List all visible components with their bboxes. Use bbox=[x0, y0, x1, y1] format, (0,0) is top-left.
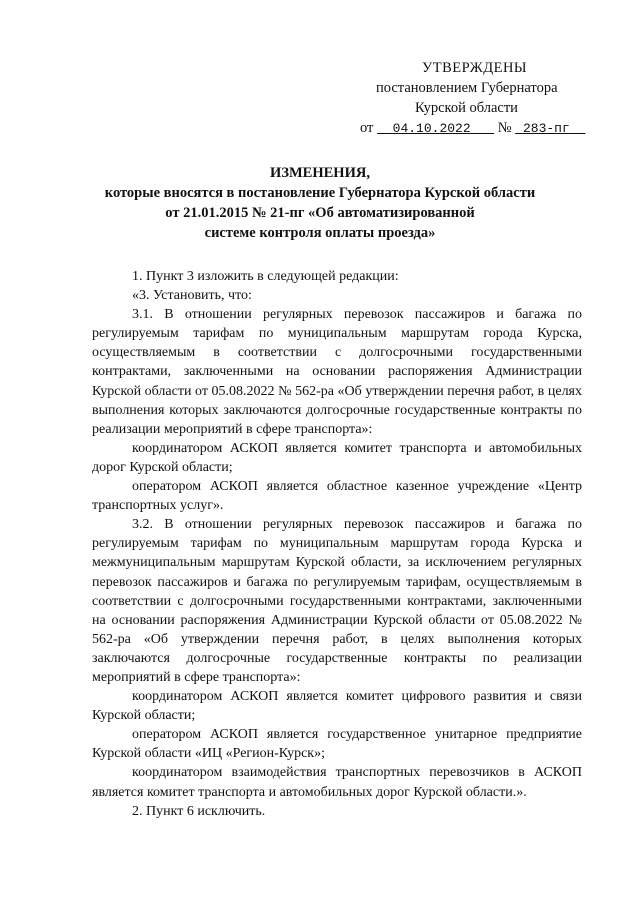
paragraph-2: «3. Установить, что: bbox=[132, 288, 252, 304]
approval-title: УТВЕРЖДЕНЫ bbox=[422, 60, 528, 76]
document-body bbox=[92, 267, 582, 821]
heading-line-3: от 21.01.2015 № 21-пг «Об автоматизированной bbox=[165, 205, 475, 221]
approval-date-line bbox=[360, 118, 580, 139]
approval-number: 283-пг bbox=[522, 121, 570, 136]
paragraph-coordinator-2: координатором АСКОП является комитет цифрового развития и связи Курской области; bbox=[92, 689, 582, 724]
approval-date: 04.10.2022 bbox=[392, 121, 471, 136]
paragraph-operator-2: оператором АСКОП является государственное унитарное предприятие Курской области «ИЦ «Регион-Курск»; bbox=[92, 727, 582, 762]
paragraph-3-1: 3.1. В отношении регулярных перевозок пассажиров и багажа по регулируемым тарифам по муниципальным маршрутам города Курска, осуществляемым в соответствии с долгосрочными государственными контрактами, заключенными на основании распоряжения Администрации Курской области от 05.08.2022 № 562-ра «Об утверждении перечня работ, в целях выполнения которых заключаются долгосрочные государственные контракты по реализации мероприятий в сфере транспорта»: bbox=[92, 307, 582, 437]
approval-authority: постановлением Губернатора bbox=[376, 80, 558, 96]
paragraph-operator-1: оператором АСКОП является областное казенное учреждение «Центр транспортных услуг». bbox=[92, 479, 582, 514]
paragraph-2-exclude: 2. Пункт 6 исключить. bbox=[132, 803, 266, 819]
paragraph-coordinator-3: координатором взаимодействия транспортных перевозчиков в АСКОП является комитет транспорта и автомобильных дорог Курской области.». bbox=[92, 765, 582, 800]
approval-stamp bbox=[360, 58, 580, 139]
heading-title: ИЗМЕНЕНИЯ, bbox=[270, 165, 370, 181]
date-prefix: от bbox=[360, 120, 374, 136]
document-heading bbox=[70, 163, 570, 243]
paragraph-3-2: 3.2. В отношении регулярных перевозок пассажиров и багажа по регулируемым тарифам по муниципальным маршрутам города Курска и межмуниципальным маршрутам Курской области, за исключением регулярных перевозок пассажиров и багажа по регулируемым тарифам, осуществляемым в соответствии с долгосрочными государственными контрактами, заключенными на основании распоряжения Администрации Курской области от 05.08.2022 № 562-ра «Об утверждении перечня работ, в целях выполнения которых заключаются долгосрочные государственные контракты по реализации мероприятий в сфере транспорта»: bbox=[92, 517, 582, 685]
approval-region: Курской области bbox=[415, 100, 518, 116]
paragraph-1: 1. Пункт 3 изложить в следующей редакции: bbox=[132, 269, 399, 284]
heading-line-2: которые вносятся в постановление Губернатора Курской области bbox=[104, 185, 536, 201]
number-prefix: № bbox=[497, 120, 512, 136]
heading-line-4: системе контроля оплаты проезда» bbox=[204, 225, 436, 241]
paragraph-coordinator-1: координатором АСКОП является комитет транспорта и автомобильных дорог Курской области; bbox=[92, 440, 582, 475]
